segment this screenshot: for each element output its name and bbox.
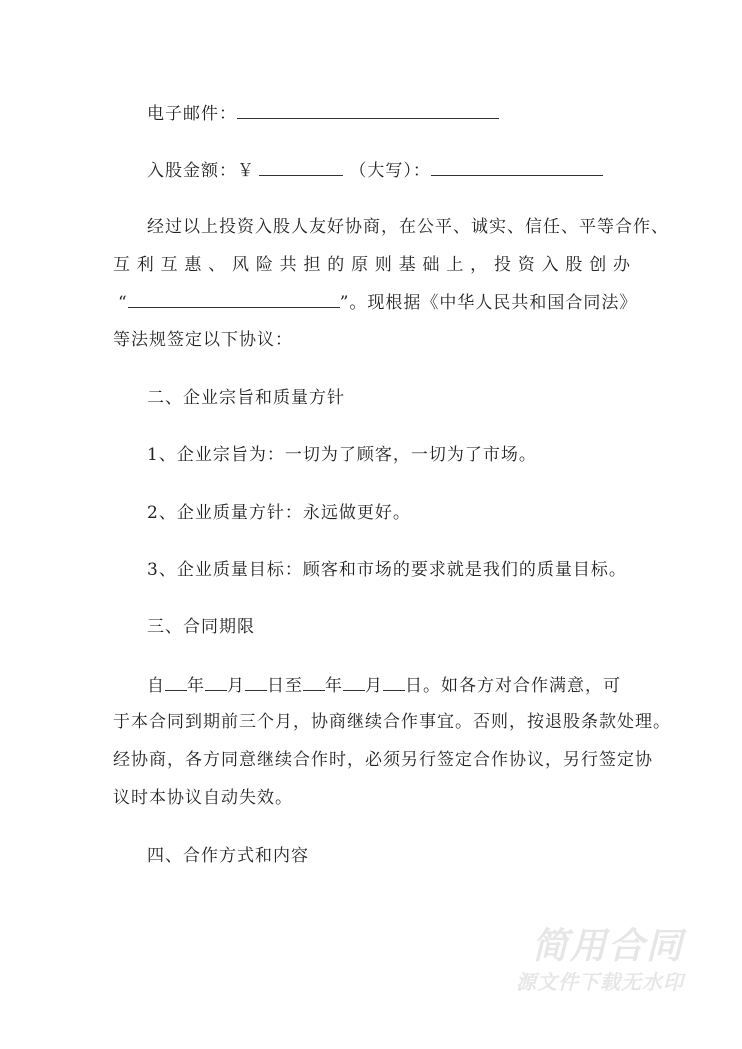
amount-upper-blank [431, 159, 603, 176]
start-month-blank [205, 674, 227, 691]
section-3-heading: 三、合同期限 [147, 617, 255, 637]
start-year-blank [165, 674, 187, 691]
intro-line-2: 互利互惠、风险共担的原则基础上，投资入股创办 [113, 255, 631, 275]
term-line-3: 经协商，各方同意继续合作时，必须另行签定合作协议，另行签定协 [113, 750, 653, 770]
intro-line-1: 经过以上投资入股人友好协商，在公平、诚实、信任、平等合作、 [147, 217, 669, 237]
watermark-title: 简用合同 [531, 926, 684, 967]
email-blank [237, 102, 499, 119]
amount-field-line [147, 159, 631, 182]
end-month-blank [343, 674, 365, 691]
intro-line-4: 等法规签定以下协议： [113, 330, 293, 350]
date-text: 日。如各方对合作满意，可 [405, 676, 621, 696]
email-label: 电子邮件： [147, 104, 237, 124]
date-text: 日至 [267, 676, 303, 696]
intro-line-3 [118, 291, 636, 314]
watermark-subtitle: 源文件下载无水印 [516, 970, 684, 994]
section-2-heading: 二、企业宗旨和质量方针 [147, 388, 345, 408]
end-day-blank [383, 674, 405, 691]
amount-blank [259, 159, 343, 176]
date-text: 年 [187, 676, 205, 696]
term-date-line [147, 674, 631, 697]
term-line-2: 于本合同到期前三个月，协商继续合作事宜。否则，按退股条款处理。 [113, 712, 671, 732]
section-2-item-2: 2、企业质量方针：永远做更好。 [147, 503, 411, 523]
company-name-blank [128, 291, 340, 308]
amount-label: 入股金额：￥ [147, 161, 255, 181]
end-year-blank [303, 674, 325, 691]
section-2-item-3: 3、企业质量目标：顾客和市场的要求就是我们的质量目标。 [147, 560, 627, 580]
amount-upper-label: （大写）： [349, 161, 431, 181]
email-field-line [147, 102, 631, 125]
date-text: 月 [227, 676, 245, 696]
open-quote: “ [118, 293, 128, 313]
date-text: 自 [147, 676, 165, 696]
date-text: 月 [365, 676, 383, 696]
intro-line-3-text: ”。现根据《中华人民共和国合同法》 [339, 293, 638, 313]
section-2-item-1: 1、企业宗旨为：一切为了顾客，一切为了市场。 [147, 445, 537, 465]
date-text: 年 [325, 676, 343, 696]
term-line-4: 议时本协议自动失效。 [113, 788, 293, 808]
start-day-blank [245, 674, 267, 691]
section-4-heading: 四、合作方式和内容 [147, 846, 309, 866]
